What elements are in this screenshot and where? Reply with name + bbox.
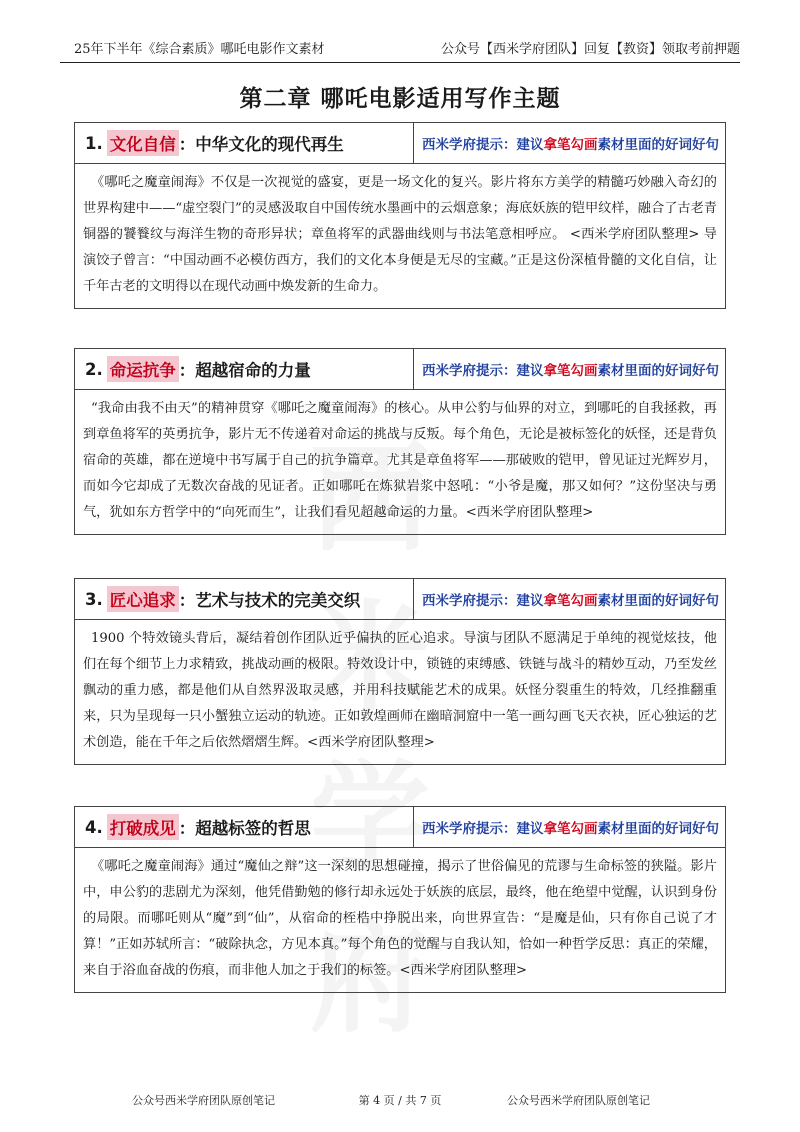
section-header	[75, 349, 725, 390]
section-subtitle: ：中华文化的现代再生	[178, 135, 344, 154]
tip-red: 拿笔勾画	[543, 593, 598, 609]
tip-suffix: 素材里面的好词好句	[597, 821, 719, 837]
tip-red: 拿笔勾画	[543, 137, 598, 153]
page-number: 第 4 页 / 共 7 页	[358, 1094, 442, 1107]
section-body: “我命由我不由天”的精神贯穿《哪吒之魔童闹海》的核心。从申公豹与仙界的对立，到哪吒的自我拯救，再到章鱼将军的英勇抗争，影片无不传递着对命运的挑战与反叛。每个角色，无论是被标签化的妖怪，还是背负宿命的英雄，都在逆境中书写属于自己的抗争篇章。尤其是章鱼将军——那破败的铠甲，曾见证过光辉岁月，而如今它却成了无数次奋战的见证者。正如哪吒在炼狱岩浆中怒吼：“小爷是魔，那又如何？”这份坚决与勇气，犹如东方哲学中的“向死而生”，让我们看见超越命运的力量。<西米学府团队整理>	[83, 401, 717, 520]
footer-left-text: 公众号西米学府团队原创笔记	[132, 1094, 275, 1107]
section-4	[74, 806, 726, 993]
section-number: 3.	[85, 589, 103, 609]
section-body: 《哪吒之魔童闹海》通过“魔仙之辩”这一深刻的思想碰撞，揭示了世俗偏见的荒谬与生命标签的狭隘。影片中，申公豹的悲剧尤为深刻，他凭借勤勉的修行却永远处于妖族的底层，最终，他在绝望中觉醒，认识到身份的局限。而哪吒则从“魔”到“仙”，从宿命的桎梏中挣脱出来，向世界宣告：“是魔是仙，只有你自己说了才算！”正如苏轼所言：“破除执念，方见本真。”每个角色的觉醒与自我认知，恰如一种哲学反思：真正的荣耀，来自于浴血奋战的伤痕，而非他人加之于我们的标签。<西米学府团队整理>	[83, 859, 717, 978]
section-title	[75, 123, 414, 163]
section-keyword: 打破成见	[107, 814, 179, 840]
section-keyword: 文化自信	[107, 130, 179, 156]
section-1	[74, 122, 726, 309]
tip-prefix: 西米学府提示：建议	[422, 821, 544, 837]
page-header	[60, 40, 740, 63]
tip-suffix: 素材里面的好词好句	[597, 363, 719, 379]
section-number: 2.	[85, 359, 103, 379]
section-tip	[414, 349, 725, 389]
tip-suffix: 素材里面的好词好句	[597, 137, 719, 153]
section-number: 1.	[85, 133, 103, 153]
tip-red: 拿笔勾画	[543, 821, 598, 837]
tip-red: 拿笔勾画	[543, 363, 598, 379]
header-left-text: 25年下半年《综合素质》哪吒电影作文素材	[74, 42, 325, 57]
section-tip	[414, 579, 725, 619]
tip-suffix: 素材里面的好词好句	[597, 593, 719, 609]
header-right-text: 公众号【西米学府团队】回复【教资】领取考前押题	[440, 42, 740, 57]
section-tip	[414, 807, 725, 847]
section-body: 1900 个特效镜头背后，凝结着创作团队近乎偏执的匠心追求。导演与团队不愿满足于单纯的视觉炫技，他们在每个细节上力求精致，挑战动画的极限。特效设计中，锁链的束缚感、铁链与战斗的精妙互动，乃至发丝飘动的重力感，都是他们从自然界汲取灵感，并用科技赋能艺术的成果。妖怪分裂重生的特效，几经推翻重来，只为呈现每一只小蟹独立运动的轨迹。正如敦煌画师在幽暗洞窟中一笔一画勾画飞天衣袂，匠心独运的艺术创造，能在千年之后依然熠熠生辉。<西米学府团队整理>	[83, 631, 717, 750]
section-title	[75, 579, 414, 619]
section-title	[75, 807, 414, 847]
footer-right-text: 公众号西米学府团队原创笔记	[507, 1094, 650, 1107]
tip-prefix: 西米学府提示：建议	[422, 593, 544, 609]
section-2	[74, 348, 726, 535]
section-subtitle: ：超越标签的哲思	[178, 819, 311, 838]
section-subtitle: ：艺术与技术的完美交织	[178, 591, 361, 610]
section-number: 4.	[85, 817, 103, 837]
section-subtitle: ：超越宿命的力量	[178, 361, 311, 380]
page-title: 第二章 哪吒电影适用写作主题	[239, 86, 561, 112]
tip-prefix: 西米学府提示：建议	[422, 363, 544, 379]
section-keyword: 命运抗争	[107, 356, 179, 382]
section-header	[75, 123, 725, 164]
section-tip	[414, 123, 725, 163]
section-title	[75, 349, 414, 389]
section-body: 《哪吒之魔童闹海》不仅是一次视觉的盛宴，更是一场文化的复兴。影片将东方美学的精髓巧妙融入奇幻的世界构建中——“虚空裂门”的灵感汲取自中国传统水墨画中的云烟意象；海底妖族的铠甲纹样，融合了古老青铜器的饕餮纹与海洋生物的奇形异状；章鱼将军的武器曲线则与书法笔意相呼应。 <西米学府团队整理> 导演饺子曾言：“中国动画不必模仿西方，我们的文化本身便是无尽的宝藏。”正是这份深植骨髓的文化自信，让千年古老的文明得以在现代动画中焕发新的生命力。	[83, 175, 717, 294]
tip-prefix: 西米学府提示：建议	[422, 137, 544, 153]
section-keyword: 匠心追求	[107, 586, 179, 612]
section-3	[74, 578, 726, 765]
section-header	[75, 579, 725, 620]
watermark-text: 西米学府	[310, 430, 430, 1049]
section-header	[75, 807, 725, 848]
